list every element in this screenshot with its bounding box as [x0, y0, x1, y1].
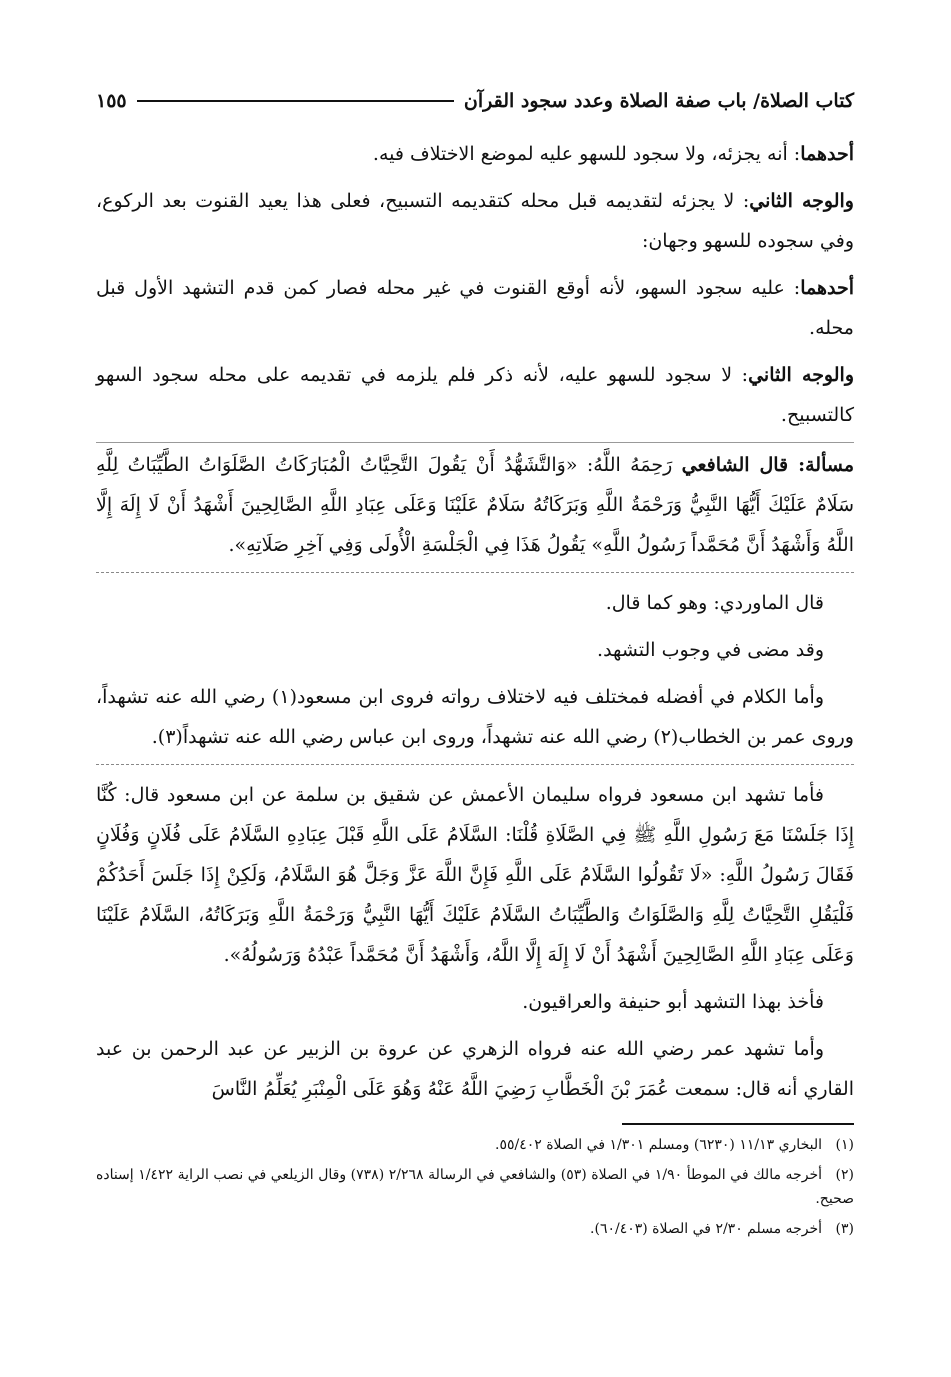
paragraph	[96, 134, 854, 174]
footnote-number: (٣)	[835, 1221, 854, 1237]
footnote-number: (٢)	[835, 1167, 854, 1183]
paragraph	[96, 630, 854, 670]
paragraph-lead: والوجه الثاني	[748, 364, 854, 386]
paragraph-text: فأما تشهد ابن مسعود فرواه سليمان الأعمش عن شقيق بن سلمة عن ابن مسعود قال: كُنَّا إِذَا جَلَسْنَا مَعَ رَسُولِ اللَّهِ ﷺ فِي الصَّلَاةِ قُلْنَا: السَّلَامُ عَلَى اللَّهِ قَبْلَ عِبَادِهِ السَّلَامُ عَلَى فُلَانٍ وَفُلَانٍ فَقَالَ رَسُولُ اللَّهِ: «لَا تَقُولُوا السَّلَامُ عَلَى اللَّهِ فَإِنَّ اللَّهَ عَزَّ وَجَلَّ هُوَ السَّلَامُ، وَلَكِنْ إِذَا جَلَسَ أَحَدُكُمْ فَلْيَقُلِ التَّحِيَّاتُ لِلَّهِ وَالصَّلَوَاتُ وَالطَّيِّبَاتُ السَّلَامُ عَلَيْكَ أَيُّهَا النَّبِيُّ وَرَحْمَةُ اللَّهِ وَبَرَكَاتُهُ، السَّلَامُ عَلَيْنَا وَعَلَى عِبَادِ اللَّهِ الصَّالِحِينَ أَشْهَدُ أَنْ لَا إِلَهَ إِلَّا اللَّهُ، وَأَشْهَدُ أَنَّ مُحَمَّداً عَبْدُهُ وَرَسُولُهُ».	[96, 784, 854, 966]
page-number: ١٥٥	[96, 90, 127, 112]
paragraph-text: فأخذ بهذا التشهد أبو حنيفة والعراقيون.	[522, 991, 824, 1013]
running-header	[96, 82, 854, 120]
footnote	[96, 1163, 854, 1211]
paragraph	[96, 1029, 854, 1109]
paragraph-text: وأما تشهد عمر رضي الله عنه فرواه الزهري عن عروة بن الزبير عن عبد الرحمن بن عبد القاري أنه قال: سمعت عُمَرَ بْنَ الْخَطَّابِ رَضِيَ اللَّهُ عَنْهُ وَهُوَ عَلَى الْمِنْبَرِ يُعَلِّمُ النَّاسَ	[96, 1038, 854, 1100]
paragraph-text: : لا يجزئه لتقديمه قبل محله كتقديمه التسبيح، فعلى هذا يعيد القنوت بعد الركوع، وفي سجوده للسهو وجهان:	[96, 190, 854, 252]
paragraph	[96, 775, 854, 975]
footnote	[96, 1133, 854, 1157]
paragraph-text: قال الماوردي: وهو كما قال.	[605, 592, 824, 614]
footnote	[96, 1217, 854, 1241]
paragraph-text: : أنه يجزئه، ولا سجود للسهو عليه لموضع الاختلاف فيه.	[372, 143, 801, 165]
footnote-text: البخاري ١١/١٣ (٦٢٣٠) ومسلم ١/٣٠١ في الصلاة ٥٥/٤٠٢.	[494, 1137, 822, 1153]
header-rule	[137, 100, 454, 102]
book-page	[96, 82, 854, 1247]
footnote-rule	[622, 1123, 854, 1125]
section-divider	[96, 764, 854, 765]
issue-paragraph	[96, 442, 854, 565]
paragraph-text: وقد مضى في وجوب التشهد.	[597, 639, 824, 661]
paragraph	[96, 181, 854, 261]
paragraph-text: : لا سجود للسهو عليه، لأنه ذكر فلم يلزمه في تقديمه على محله سجود السهو كالتسبيح.	[96, 364, 854, 426]
footnote-text: أخرجه مسلم ٢/٣٠ في الصلاة (٦٠/٤٠٣).	[590, 1221, 822, 1237]
paragraph-lead: مسألة: قال الشافعي	[681, 454, 854, 476]
footnotes	[96, 1133, 854, 1241]
paragraph-text: وأما الكلام في أفضله فمختلف فيه لاختلاف رواته فروى ابن مسعود(١) رضي الله عنه تشهداً، وروى عمر بن الخطاب(٢) رضي الله عنه تشهداً، وروى ابن عباس رضي الله عنه تشهداً(٣).	[96, 686, 854, 748]
paragraph	[96, 583, 854, 623]
paragraph-text: رَحِمَهُ اللَّهُ: «وَالتَّشَهُّدُ أَنْ يَقُولَ التَّحِيَّاتُ الْمُبَارَكَاتُ الصَّلَوَاتُ الطَّيِّبَاتُ لِلَّهِ سَلَامٌ عَلَيْكَ أَيُّهَا النَّبِيُّ وَرَحْمَةُ اللَّهِ وَبَرَكَاتُهُ سَلَامٌ عَلَيْنَا وَعَلَى عِبَادِ اللَّهِ الصَّالِحِينَ أَشْهَدُ أَنْ لَا إِلَهَ إِلَّا اللَّهُ وَأَشْهَدُ أَنَّ مُحَمَّداً رَسُولُ اللَّهِ» يَقُولُ هَذَا فِي الْجَلْسَةِ الْأُولَى وَفِي آخِرِ صَلَاتِهِ».	[96, 454, 854, 556]
footnote-text: أخرجه مالك في الموطأ ١/٩٠ في الصلاة (٥٣) والشافعي في الرسالة ٢/٢٦٨ (٧٣٨) وقال الزيلعي في نصب الراية ١/٤٢٢ إسناده صحيح.	[96, 1167, 854, 1207]
paragraph	[96, 268, 854, 348]
paragraph-lead: أحدهما	[800, 277, 854, 299]
footnote-number: (١)	[835, 1137, 854, 1153]
paragraph	[96, 677, 854, 757]
paragraph-lead: والوجه الثاني	[749, 190, 854, 212]
paragraph	[96, 982, 854, 1022]
section-divider	[96, 572, 854, 573]
main-text	[96, 134, 854, 1109]
paragraph-lead: أحدهما	[800, 143, 854, 165]
paragraph	[96, 355, 854, 435]
paragraph-text: : عليه سجود السهو، لأنه أوقع القنوت في غير محله فصار كمن قدم التشهد الأول قبل محله.	[96, 277, 854, 339]
header-title: كتاب الصلاة/ باب صفة الصلاة وعدد سجود القرآن	[463, 90, 854, 112]
